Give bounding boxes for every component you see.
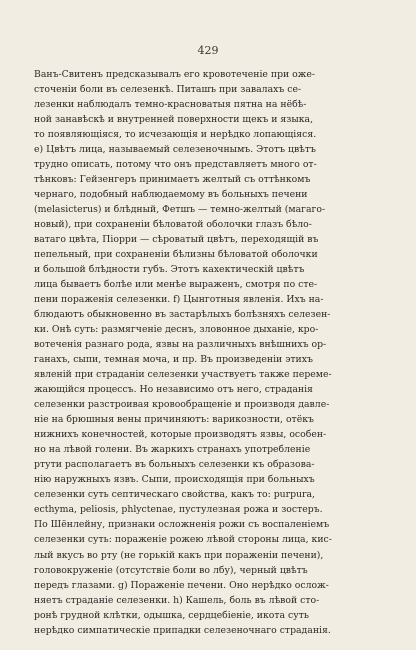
text-line: но на лѣвой голени. Въ жаркихъ странахъ употребленіе	[34, 444, 311, 456]
text-line: селезенки суть: пораженіе рожею лѣвой стороны лица, кис-	[34, 534, 332, 546]
text-line: блюдаютъ обыкновенно въ застарѣлыхъ болѣзняхъ селезен-	[34, 309, 331, 321]
text-line: лезенки наблюдалъ темно-красноватыя пятна на нёбѣ-	[34, 99, 307, 111]
page-number: 429	[197, 44, 219, 57]
text-line: трудно описать, потому что онъ представляетъ много от-	[34, 159, 317, 171]
text-line: ронѣ грудной клѣтки, одышка, сердцебіеніе, икота суть	[34, 609, 309, 621]
text-line: селезенки суть септическаго свойства, какъ то: purpura,	[34, 489, 315, 501]
text-line: ніе на брюшныя вены причиняютъ: варикозности, отёкъ	[34, 414, 314, 426]
text-line: e) Цвѣтъ лица, называемый селезеночнымъ. Этотъ цвѣтъ	[34, 144, 316, 156]
text-line: нерѣдко симпатическіе припадки селезеночнаго страданія.	[34, 624, 331, 636]
text-line: (melasicterus) и блѣдный, Фетшъ — темно-желтый (магаго-	[34, 204, 326, 216]
text-line: чернаго, подобный наблюдаемому въ больныхъ печени	[34, 189, 308, 201]
text-line: и большой блѣдности губъ. Этотъ кахектическій цвѣтъ	[34, 264, 305, 276]
text-line: пени пораженія селезенки. f) Цынготныя явленія. Ихъ на-	[34, 294, 324, 306]
text-line: сточеніи боли въ селезенкѣ. Питашъ при завалахъ се-	[34, 84, 302, 96]
text-line: лица бываетъ болѣе или менѣе выраженъ, смотря по сте-	[34, 279, 318, 291]
text-line: передъ глазами. g) Пораженіе печени. Оно нерѣдко ослож-	[34, 579, 329, 591]
text-line: няетъ страданіе селезенки. h) Кашель, боль въ лѣвой сто-	[34, 594, 320, 606]
text-line: то появляющіяся, то исчезающія и нерѣдко лопающіяся.	[34, 129, 317, 141]
text-line: тѣнковъ: Гейзенгеръ принимаетъ желтый съ оттѣнкомъ	[34, 174, 311, 186]
text-line: нижнихъ конечностей, которые производятъ язвы, особен-	[34, 429, 327, 441]
text-line: головокруженіе (отсутствіе боли во лбу), черный цвѣтъ	[34, 564, 308, 576]
text-line: вотеченія разнаго рода, язвы на различныхъ внѣшнихъ ор-	[34, 339, 327, 351]
body-text	[34, 67, 382, 638]
text-line: По Шёнлейну, признаки осложненія рожи съ воспаленіемъ	[34, 519, 330, 531]
text-line: ртути располагаетъ въ больныхъ селезенки къ образова-	[34, 459, 315, 471]
text-line: ватаго цвѣта, Піорри — сѣроватый цвѣтъ, переходящій въ	[34, 234, 319, 246]
text-line: селезенки разстроивая кровообращеніе и производя давле-	[34, 399, 330, 411]
text-line: Ванъ-Свитенъ предсказывалъ его кровотеченіе при ожe-	[34, 69, 315, 80]
text-line: ки. Онѣ суть: размягченіе деснъ, зловонное дыханіе, кро-	[34, 324, 319, 336]
text-line: ной занавѣскѣ и внутренней поверхности щекъ и языка,	[34, 114, 314, 126]
text-line: лый вкусъ во рту (не горькій какъ при пораженіи печени),	[34, 549, 324, 561]
text-line: пепельный, при сохраненіи бѣлизны бѣловатой оболочки	[34, 249, 318, 261]
text-line: явленій при страданіи селезенки участвуетъ также переме-	[34, 369, 332, 381]
text-line: ecthyma, peliosis, phlyctenae, пустулезная рожа и зостеръ.	[34, 504, 323, 516]
text-line: жающійся процессъ. Но независимо отъ него, страданія	[34, 384, 313, 396]
text-line: нію наружныхъ язвъ. Сыпи, происходящія при больныхъ	[34, 474, 315, 486]
text-line: новый), при сохраненіи бѣловатой оболочки глазъ бѣло-	[34, 219, 312, 231]
text-line: ганахъ, сыпи, темная моча, и пр. Въ произведеніи этихъ	[34, 354, 313, 366]
